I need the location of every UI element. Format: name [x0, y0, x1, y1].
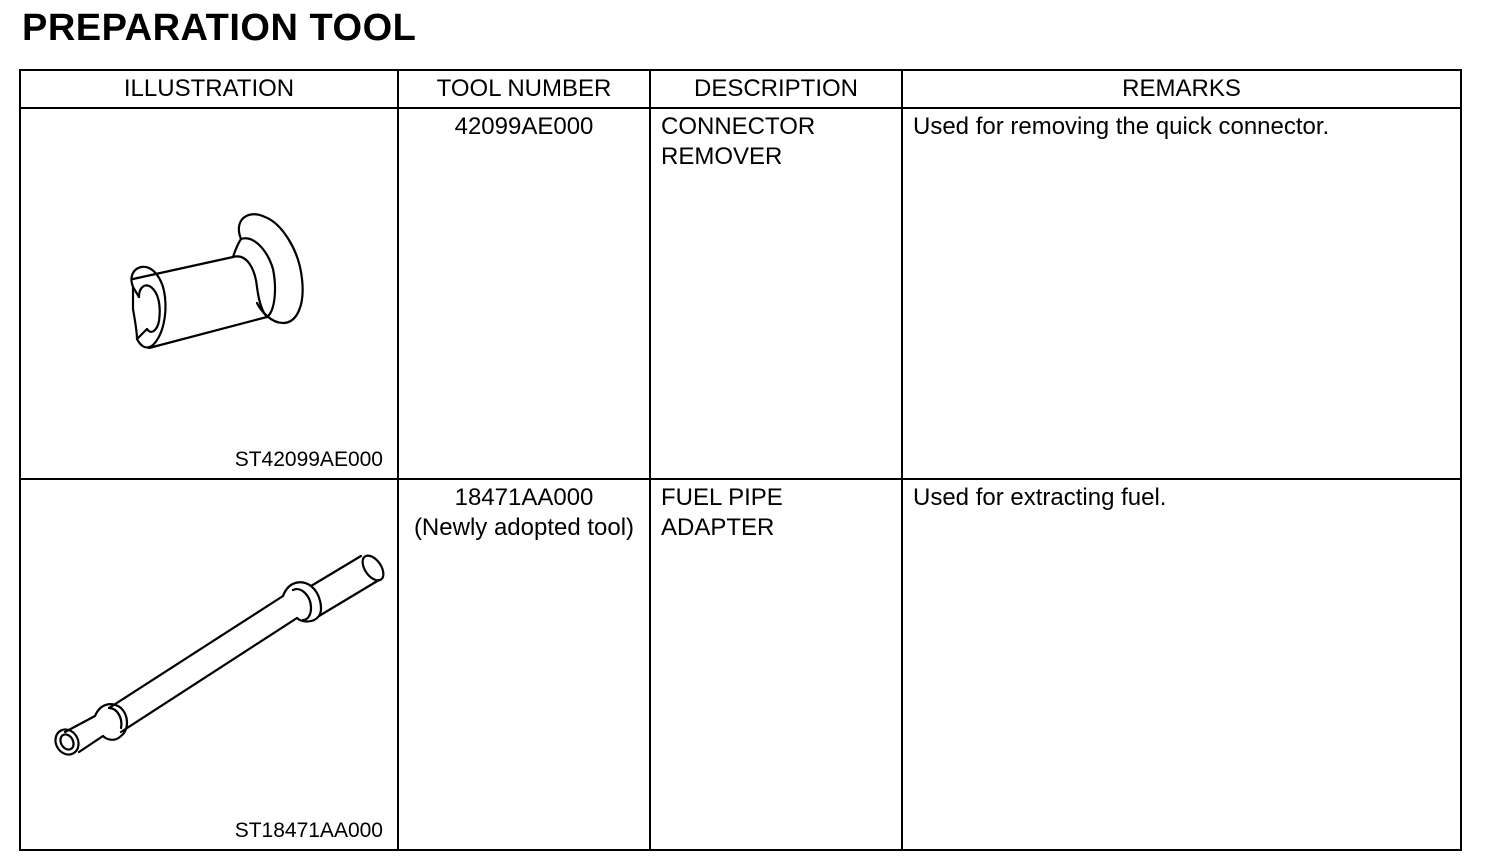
connector-remover-illustration — [21, 109, 397, 475]
tool-number-cell — [398, 479, 650, 850]
column-header-tool-number: TOOL NUMBER — [398, 70, 650, 108]
description-line: CONNECTOR — [661, 113, 816, 140]
description-cell — [650, 479, 902, 850]
illustration-caption: ST42099AE000 — [234, 448, 383, 471]
column-header-illustration: ILLUSTRATION — [20, 70, 398, 108]
description-cell — [650, 108, 902, 479]
tool-number: 18471AA000 — [454, 484, 594, 511]
table-row — [20, 108, 1461, 479]
description-line: ADAPTER — [661, 514, 775, 541]
column-header-remarks: REMARKS — [902, 70, 1461, 108]
column-header-description: DESCRIPTION — [650, 70, 902, 108]
table-header-row — [20, 70, 1461, 108]
fuel-pipe-adapter-illustration — [21, 480, 397, 846]
remarks-text: Used for removing the quick connector. — [913, 113, 1330, 140]
table-row — [20, 479, 1461, 850]
description-line: REMOVER — [661, 143, 783, 170]
page-title: PREPARATION TOOL — [22, 7, 417, 49]
illustration-cell — [20, 108, 398, 479]
illustration-cell — [20, 479, 398, 850]
remarks-cell — [902, 479, 1461, 850]
remarks-text: Used for extracting fuel. — [913, 484, 1167, 511]
tool-number: 42099AE000 — [454, 113, 594, 140]
remarks-cell — [902, 108, 1461, 479]
tool-number-note: (Newly adopted tool) — [413, 514, 635, 541]
description-line: FUEL PIPE — [661, 484, 783, 511]
tool-number-cell — [398, 108, 650, 479]
illustration-caption: ST18471AA000 — [234, 819, 383, 842]
preparation-tool-table — [19, 69, 1462, 851]
